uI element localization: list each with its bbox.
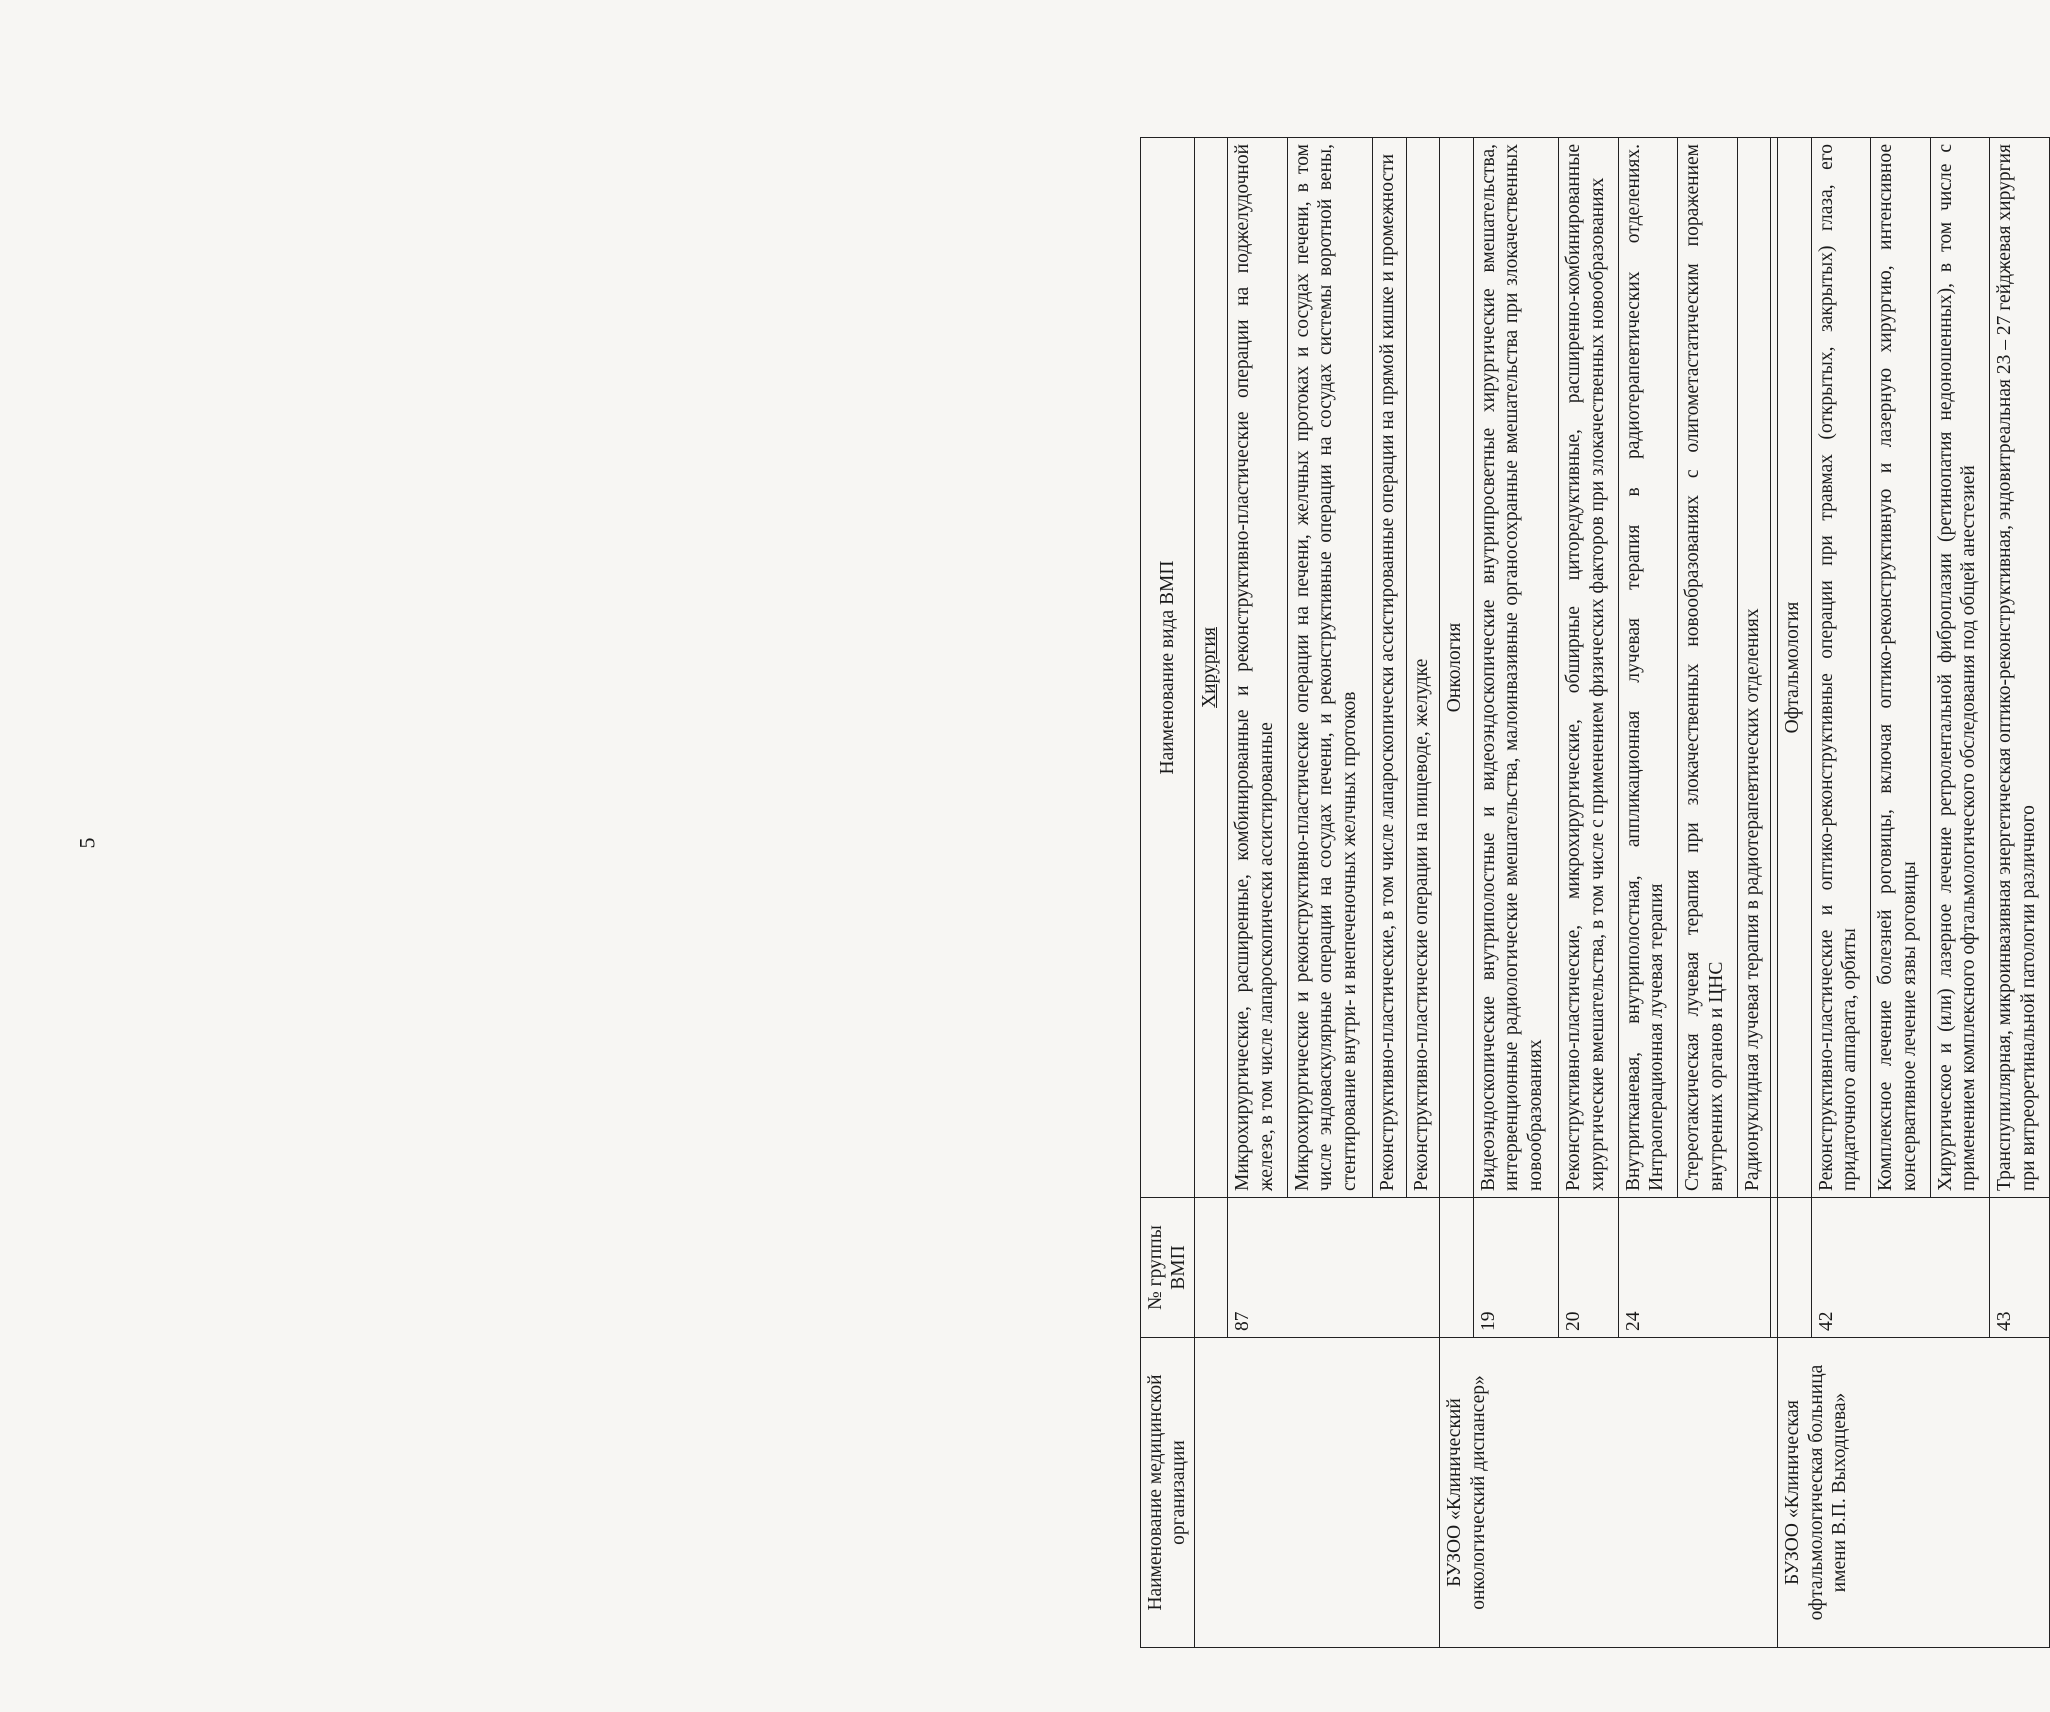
group-number: 42 (1812, 1198, 1990, 1338)
vmp-item: Реконструктивно-пластические, в том числе лапароскопически ассистированные операции на прямой кишке и промежности (1373, 138, 1407, 1198)
vmp-table (1140, 137, 2050, 1648)
vmp-item: Внутритканевая, внутриполостная, аппликационная лучевая терапия в радиотерапевтических отделениях. Интраоперационная лучевая терапия (1618, 138, 1677, 1198)
section-title: Офтальмология (1782, 601, 1804, 734)
vmp-item: Микрохирургические, расширенные, комбинированные и реконструктивно-пластические операции на поджелудочной железе, в том числе лапароскопически ассистированные (1228, 138, 1287, 1198)
table-header-row (1141, 138, 1195, 1648)
header-name: Наименование вида ВМП (1141, 138, 1195, 1198)
vmp-item: Реконструктивно-пластические операции на пищеводе, желудке (1406, 138, 1440, 1198)
vmp-item: Реконструктивно-пластические, микрохирургические, обширные циторедуктивные, расширенно-комбинированные хирургические вмешательства, в том числе с применением физических факторов при злокачественных новообразованиях (1559, 138, 1618, 1198)
group-number: 20 (1559, 1198, 1618, 1338)
org-cell: БУЗОО «Клиническая офтальмологическая больница имени В.П. Выходцева» (1778, 1338, 2050, 1648)
section-title: Онкология (1444, 622, 1466, 713)
vmp-item: Видеоэндоскопические внутриполостные и видеоэндоскопические внутрипросветные хирургические вмешательства, интервенционные радиологические вмешательства, малоинвазивные органосохранные вмешательства при злокачественных новообразованиях (1474, 138, 1559, 1198)
vmp-item: Транспупиллярная, микроинвазивная энергетическая оптико-реконструктивная, эндовитреальная 23 – 27 гейджевая хирургия при витреоретинальной патологии различного (1990, 138, 2050, 1198)
vmp-item: Хирургическое и (или) лазерное лечение ретролентальной фиброплазии (ретинопатия недоношенных), в том числе с применением комплексного офтальмологического обследования под общей анестезией (1930, 138, 1989, 1198)
section-row-surgery (1194, 138, 1228, 1648)
vmp-item: Микрохирургические и реконструктивно-пластические операции на печени, желчных протоках и сосудах печени, в том числе эндоваскулярные операции на сосудах печени, и реконструктивные операции на сосудах системы воротной вены, стентирование внутри- и внепеченочных желчных протоков (1287, 138, 1372, 1198)
org-cell (1194, 1338, 1440, 1648)
group-number: 19 (1474, 1198, 1559, 1338)
section-row-ophthalmology (1778, 138, 1812, 1648)
group-number: 24 (1618, 1198, 1771, 1338)
header-org: Наименование медицинской организации (1141, 1338, 1195, 1648)
page-number: 5 (74, 837, 100, 849)
header-group: № группы ВМП (1141, 1198, 1195, 1338)
group-number: 43 (1990, 1198, 2050, 1338)
vmp-item: Радионуклидная лучевая терапия в радиотерапевтических отделениях (1737, 138, 1771, 1198)
vmp-item: Реконструктивно-пластические и оптико-реконструктивные операции при травмах (открытых, закрытых) глаза, его придаточного аппарата, орбиты (1812, 138, 1871, 1198)
group-number: 87 (1228, 1198, 1440, 1338)
org-cell: БУЗОО «Клинический онкологический диспансер» (1440, 1338, 1778, 1648)
vmp-item: Стереотаксическая лучевая терапия при злокачественных новообразованиях с олигометастатическим поражением внутренних органов и ЦНС (1678, 138, 1737, 1198)
section-title: Хирургия (1198, 627, 1220, 708)
rotated-page-content (1140, 138, 2050, 1648)
vmp-item: Комплексное лечение болезней роговицы, включая оптико-реконструктивную и лазерную хирургию, интенсивное консервативное лечение язвы роговицы (1871, 138, 1930, 1198)
section-row-oncology (1440, 138, 1474, 1648)
